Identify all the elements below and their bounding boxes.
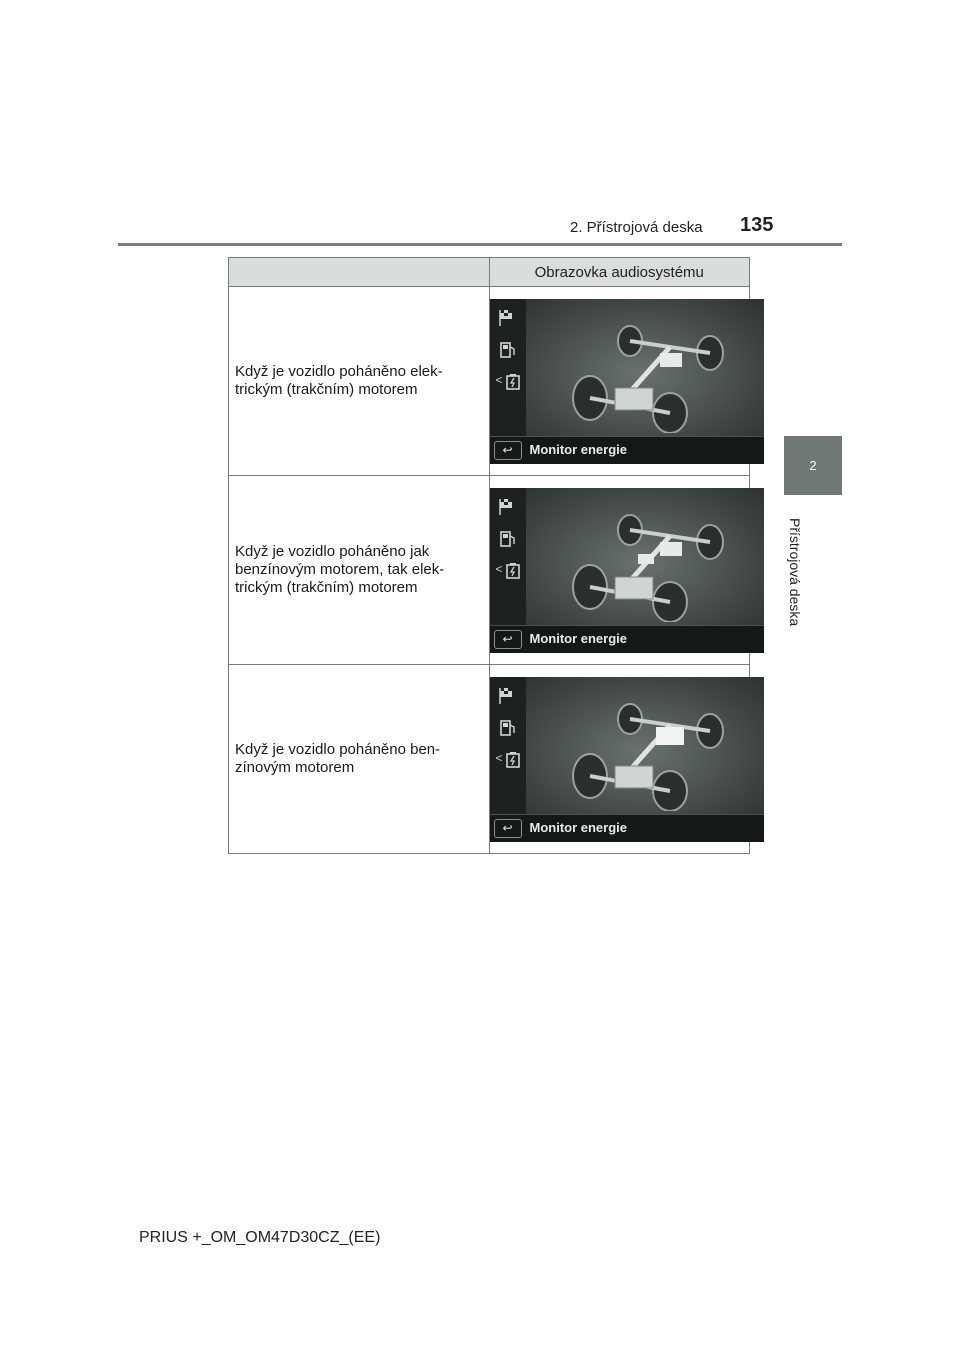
chapter-number: 2	[809, 458, 817, 473]
screen-side-panel	[490, 488, 526, 626]
page-number: 135	[740, 214, 774, 236]
car-chassis-illustration	[560, 502, 750, 622]
car-chassis-illustration	[560, 691, 750, 811]
row-description-text: Když je vozidlo poháněno ben- zínovým motorem	[235, 741, 441, 776]
chevron-left-icon: <	[495, 561, 503, 576]
chapter-label: Přístrojová deska	[787, 517, 803, 627]
chapter-tab	[784, 436, 842, 495]
flag-icon	[498, 498, 518, 516]
table-row	[229, 287, 750, 476]
audio-screen-engine	[490, 677, 764, 842]
section-title: 2. Přístrojová deska	[570, 219, 703, 236]
table-header-row	[229, 258, 750, 287]
screen-title: Monitor energie	[529, 630, 628, 646]
row-screenshot	[489, 476, 750, 665]
chevron-left-icon: <	[495, 372, 503, 387]
back-button[interactable]	[494, 630, 522, 649]
row-description	[229, 665, 490, 854]
screen-bottom-bar	[490, 814, 764, 842]
row-description-text: Když je vozidlo poháněno jak benzínovým motorem, tak elek- trickým (trakčním) motorem	[235, 543, 445, 596]
audio-screen-hybrid	[490, 488, 764, 653]
back-button[interactable]	[494, 819, 522, 838]
screen-title: Monitor energie	[529, 819, 628, 835]
row-description	[229, 476, 490, 665]
battery-icon	[504, 562, 524, 580]
screen-title: Monitor energie	[529, 441, 628, 457]
screen-side-panel	[490, 299, 526, 437]
table-header-screen: Obrazovka audiosystému	[489, 258, 750, 287]
header-rule	[118, 243, 842, 246]
row-screenshot	[489, 287, 750, 476]
back-arrow-icon: ↩	[502, 632, 513, 646]
energy-monitor-table	[228, 257, 750, 854]
row-description	[229, 287, 490, 476]
table-row	[229, 476, 750, 665]
flag-icon	[498, 687, 518, 705]
car-chassis-illustration	[560, 313, 750, 433]
fuel-pump-icon	[498, 530, 518, 548]
row-screenshot	[489, 665, 750, 854]
battery-icon	[504, 751, 524, 769]
screen-side-panel	[490, 677, 526, 815]
flag-icon	[498, 309, 518, 327]
fuel-pump-icon	[498, 719, 518, 737]
screen-bottom-bar	[490, 625, 764, 653]
document-id: PRIUS +_OM_OM47D30CZ_(EE)	[139, 1229, 381, 1246]
battery-icon	[504, 373, 524, 391]
row-description-text: Když je vozidlo poháněno elek- trickým (trakčním) motorem	[235, 363, 443, 398]
back-arrow-icon: ↩	[502, 443, 513, 457]
audio-screen-electric	[490, 299, 764, 464]
table-header-empty	[229, 258, 490, 287]
fuel-pump-icon	[498, 341, 518, 359]
screen-bottom-bar	[490, 436, 764, 464]
table-row	[229, 665, 750, 854]
back-arrow-icon: ↩	[502, 821, 513, 835]
back-button[interactable]	[494, 441, 522, 460]
chevron-left-icon: <	[495, 750, 503, 765]
